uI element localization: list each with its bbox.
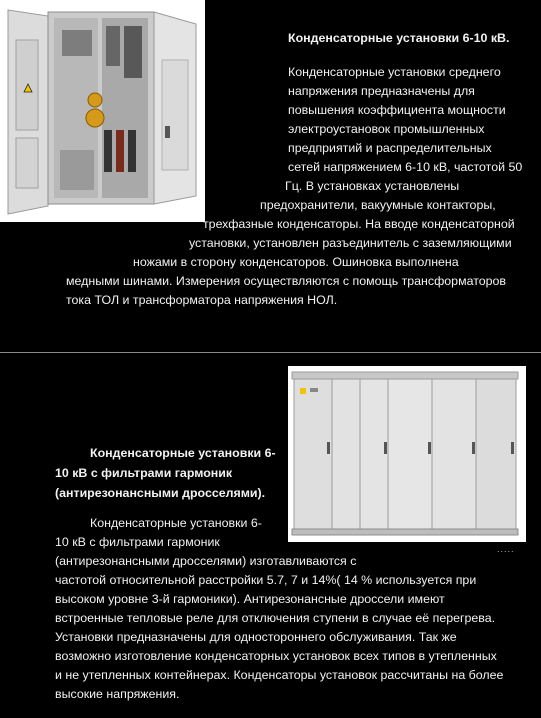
section2-line: высоком уровне 3-й гармоники). Антирезонансные дроссели имеют xyxy=(55,592,445,606)
closed-cabinet-photo xyxy=(288,366,526,542)
section2-line: Установки предназначены для одностороннего обслуживания. Так же xyxy=(55,630,457,644)
section1-line: медными шинами. Измерения осуществляются с помощь трансформаторов xyxy=(66,274,506,288)
section2-line: встроенные тепловые реле для отключения ступени в случае её перегрева. xyxy=(55,611,496,625)
section1-line: предохранители, вакуумные контакторы, xyxy=(260,198,496,212)
section2-line: (антирезонансными дросселями) изготавливаются с xyxy=(55,554,357,568)
section1-line: электроустановок промышленных xyxy=(288,122,485,136)
section2-line: высокие напряжения. xyxy=(55,687,180,701)
section1-line: Конденсаторные установки среднего xyxy=(288,65,501,79)
section1-line: установки, установлен разъединитель с заземляющими xyxy=(189,236,512,250)
section1-line: Гц. В установках установлены xyxy=(285,179,460,193)
section1-line: сетей напряжением 6-10 кВ, частотой 50 xyxy=(288,160,523,174)
section2-line: возможно изготовление конденсаторных установок всех типов в утепленных xyxy=(55,649,497,663)
section2-line: частотой относительной расстройки 5.7, 7 и 14%( 14 % используется при xyxy=(55,573,477,587)
section2-title-line: (антирезонансными дросселями). xyxy=(55,486,266,500)
section1-line: ножами в сторону конденсаторов. Ошиновка выполнена xyxy=(133,255,459,269)
section2-line: 10 кВ с фильтрами гармоник xyxy=(55,535,220,549)
section1-line: повышения коэффициента мощности xyxy=(288,103,506,117)
section1-line: предприятий и распределительных xyxy=(288,141,492,155)
section2-title-line: Конденсаторные установки 6- xyxy=(90,446,276,460)
section1-line: трехфазные конденсаторы. На вводе конденсаторной xyxy=(203,217,515,231)
section-divider xyxy=(0,352,541,353)
section1-line: напряжения предназначены для xyxy=(288,84,475,98)
open-cabinet-photo xyxy=(0,0,205,222)
section1-line: тока ТОЛ и трансформатора напряжения НОЛ. xyxy=(66,293,338,307)
section2-line: Конденсаторные установки 6- xyxy=(90,516,262,530)
section2-title-line: 10 кВ с фильтрами гармоник xyxy=(55,466,233,480)
dots-mark: ..... xyxy=(497,544,515,554)
section2-line: и не утепленных контейнерах. Конденсаторы установок рассчитаны на более xyxy=(55,668,504,682)
section1-title: Конденсаторные установки 6-10 кВ. xyxy=(288,31,510,45)
